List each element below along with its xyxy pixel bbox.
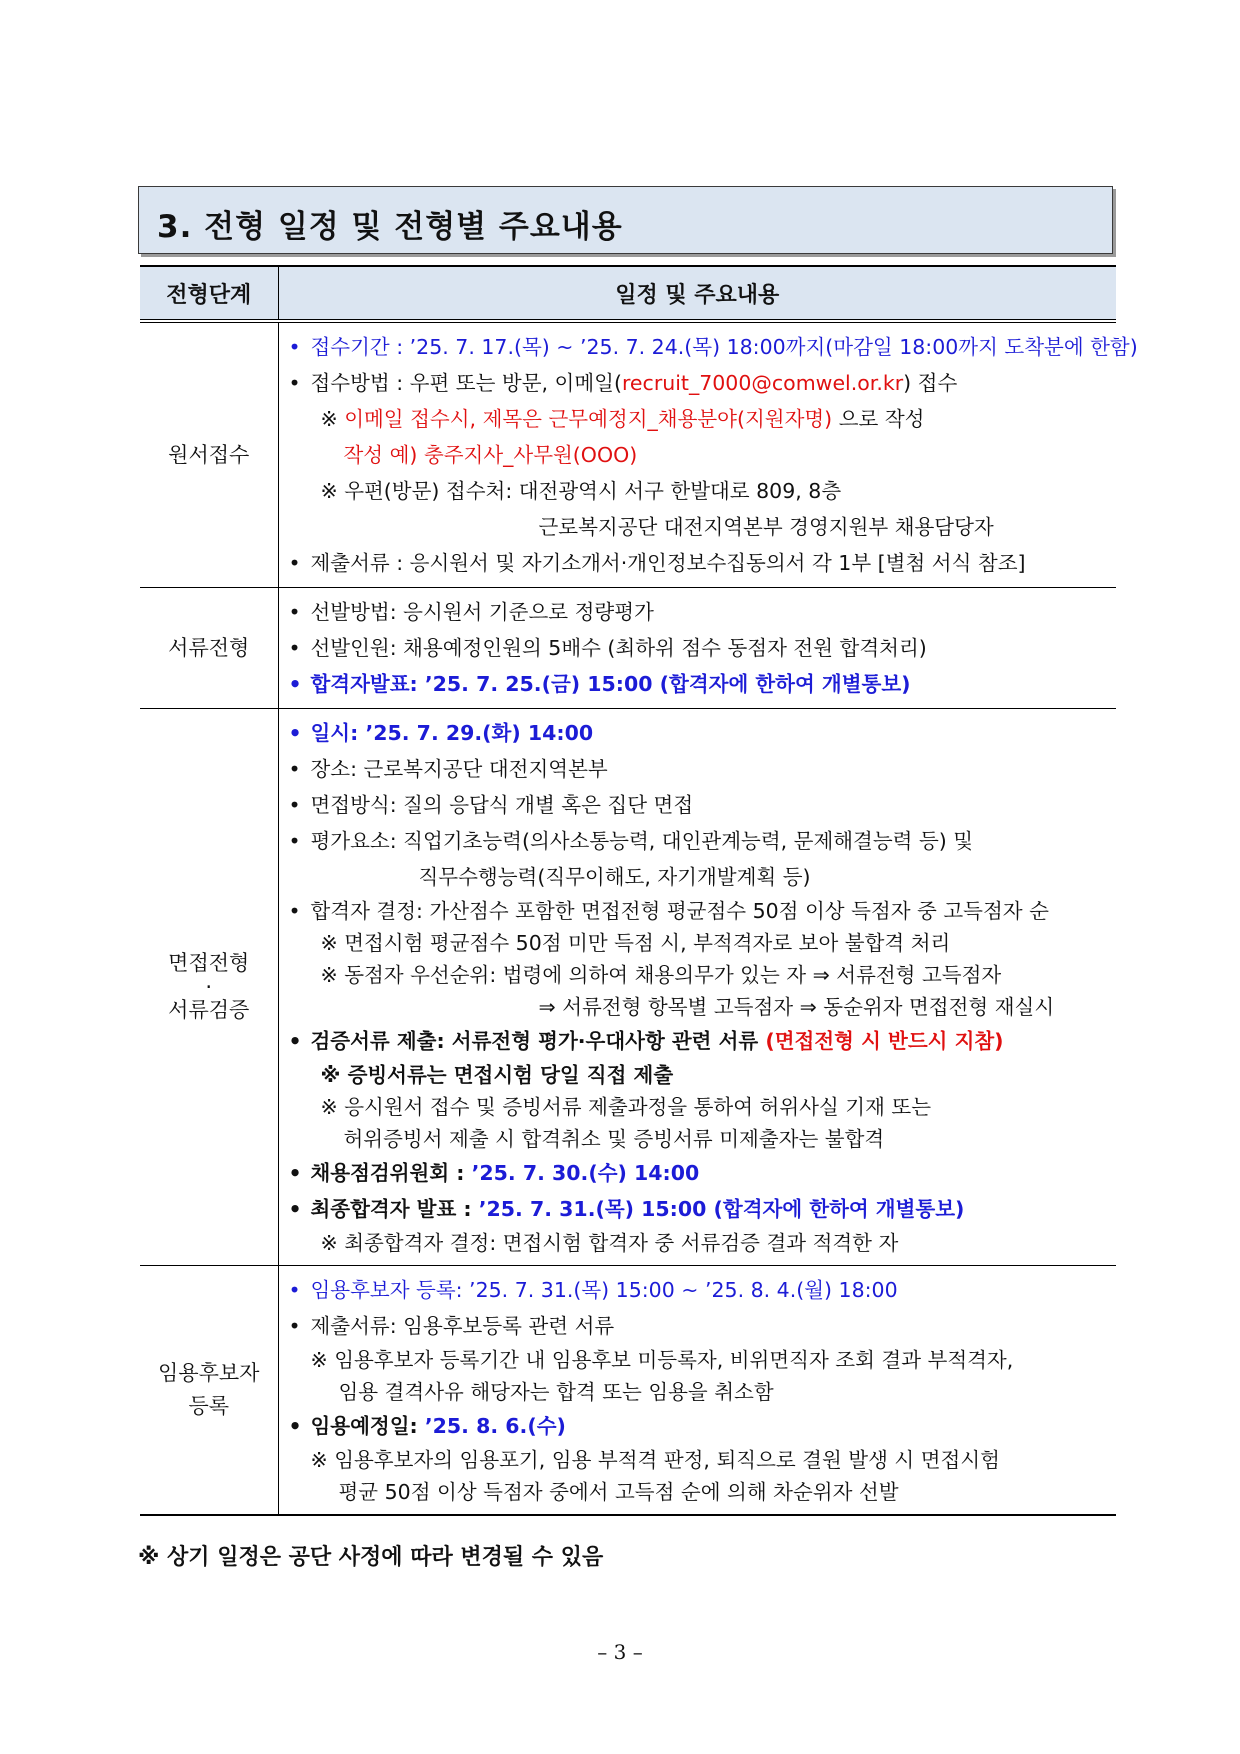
content-document-screening [278, 588, 1116, 709]
interview-location: • 장소: 근로복지공단 대전지역본부 [289, 751, 1117, 787]
page-number: – 3 – [597, 1640, 643, 1664]
registration-cancel-note-cont: 임용 결격사유 해당자는 합격 또는 임용을 취소함 [338, 1380, 774, 1404]
false-statement-note: ※ 응시원서 접수 및 증빙서류 제출과정을 통하여 허위사실 기재 또는 [320, 1095, 932, 1119]
table-row-document-screening [140, 588, 1116, 709]
false-statement-note-cont: 허위증빙서 제출 시 합격취소 및 증빙서류 미제출자는 불합격 [343, 1127, 885, 1151]
verification-submit-note: ※ 증빙서류는 면접시험 당일 직접 제출 [320, 1063, 674, 1087]
content-application [278, 323, 1138, 588]
evaluation-factors: • 평가요소: 직업기초능력(의사소통능력, 대인관계능력, 문제해결능력 등) 및 [289, 823, 1117, 859]
header-content: 일정 및 주요내용 [278, 266, 1116, 320]
table-row-interview [140, 709, 1116, 1266]
document-result-announcement: • 합격자발표: ’25. 7. 25.(금) 15:00 (합격자에 한하여 개별통보) [289, 666, 1117, 702]
email-subject-example: 작성 예) 충주지사_사무원(OOO) [343, 443, 638, 467]
content-interview [278, 709, 1116, 1266]
section-title: 3. 전형 일정 및 전형별 주요내용 [157, 209, 623, 245]
registration-documents: • 제출서류: 임용후보등록 관련 서류 [289, 1308, 1117, 1344]
interview-method: • 면접방식: 질의 응답식 개별 혹은 집단 면접 [289, 787, 1117, 823]
registration-period: • 임용후보자 등록: ’25. 7. 31.(목) 15:00 ~ ’25. 8. 4.(월) 18:00 [289, 1272, 1117, 1308]
table-row-application [140, 323, 1116, 588]
selection-method: • 선발방법: 응시원서 기준으로 정량평가 [289, 594, 1117, 630]
application-period: • 접수기간 : ’25. 7. 17.(목) ~ ’25. 7. 24.(목) 18:00까지(마감일 18:00까지 도착분에 한함) [289, 329, 1117, 365]
pass-decision: • 합격자 결정: 가산점수 포함한 면접전형 평균점수 50점 이상 득점자 중 고득점자 순 [289, 895, 1117, 927]
final-decision-note: ※ 최종합격자 결정: 면접시험 합격자 중 서류검증 결과 적격한 자 [320, 1231, 899, 1255]
stage-candidate-registration: 임용후보자 등록 [140, 1266, 278, 1516]
header-stage: 전형단계 [140, 266, 278, 320]
tie-priority: ※ 동점자 우선순위: 법령에 의하여 채용의무가 있는 자 ⇒ 서류전형 고득점자 [320, 963, 1002, 987]
table-header-row [140, 266, 1116, 320]
review-committee: • 채용점검위원회 : ’25. 7. 30.(수) 14:00 [289, 1155, 1117, 1191]
vacancy-note-cont: 평균 50점 이상 득점자 중에서 고득점 순에 의해 차순위자 선발 [338, 1480, 899, 1504]
table-row-candidate-registration [140, 1266, 1116, 1516]
interview-datetime: • 일시: ’25. 7. 29.(화) 14:00 [289, 715, 1117, 751]
stage-interview: 면접전형 · 서류검증 [140, 709, 278, 1266]
content-candidate-registration [278, 1266, 1116, 1516]
fail-note: ※ 면접시험 평균점수 50점 미만 득점 시, 부적격자로 보아 불합격 처리 [320, 931, 951, 955]
application-method: • 접수방법 : 우편 또는 방문, 이메일(recruit_7000@comwel.or.kr) 접수 [289, 365, 1117, 401]
verification-documents: • 검증서류 제출: 서류전형 평가·우대사항 관련 서류 (면접전형 시 반드시 지참) [289, 1023, 1117, 1059]
application-documents: • 제출서류 : 응시원서 및 자기소개서·개인정보수집동의서 각 1부 [별첨 서식 참조] [289, 545, 1117, 581]
email-subject-note: ※ 이메일 접수시, 제목은 근무예정지_채용분야(지원자명) 으로 작성 [320, 407, 925, 431]
tie-priority-cont: ⇒ 서류전형 항목별 고득점자 ⇒ 동순위자 면접전형 재실시 [538, 995, 1055, 1019]
stage-application: 원서접수 [140, 323, 278, 588]
registration-cancel-note: ※ 임용후보자 등록기간 내 임용후보 미등록자, 비위면직자 조회 결과 부적격자, [310, 1348, 1014, 1372]
schedule-table [140, 265, 1138, 1516]
mail-address-recipient: 근로복지공단 대전지역본부 경영지원부 채용담당자 [538, 515, 994, 539]
section-title-box [138, 186, 1113, 254]
mail-address-note: ※ 우편(방문) 접수처: 대전광역시 서구 한발대로 809, 8층 [320, 479, 842, 503]
stage-document-screening: 서류전형 [140, 588, 278, 709]
schedule-change-footnote: ※ 상기 일정은 공단 사정에 따라 변경될 수 있음 [138, 1545, 604, 1570]
application-email: recruit_7000@comwel.or.kr [621, 371, 904, 395]
final-announcement: • 최종합격자 발표 : ’25. 7. 31.(목) 15:00 (합격자에 한하여 개별통보) [289, 1191, 1117, 1227]
selection-count: • 선발인원: 채용예정인원의 5배수 (최하위 점수 동점자 전원 합격처리) [289, 630, 1117, 666]
evaluation-factors-cont: 직무수행능력(직무이해도, 자기개발계획 등) [418, 865, 811, 889]
vacancy-note: ※ 임용후보자의 임용포기, 임용 부적격 판정, 퇴직으로 결원 발생 시 면접시험 [310, 1448, 1000, 1472]
appointment-date: • 임용예정일: ’25. 8. 6.(수) [289, 1408, 1117, 1444]
